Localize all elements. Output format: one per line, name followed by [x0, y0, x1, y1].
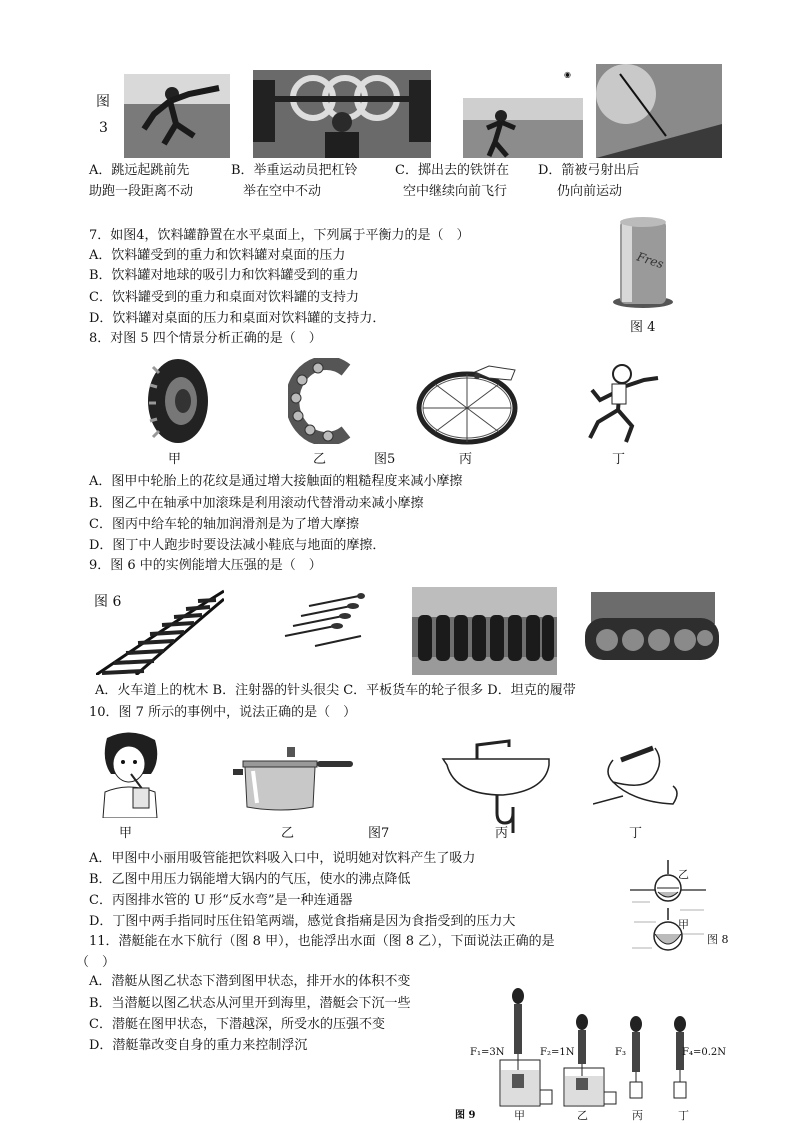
tire-image: [145, 357, 211, 445]
fig8-label: 图 8: [707, 933, 729, 946]
fig3-caption-d-2: 仍向前运动: [557, 184, 623, 199]
sink-drain-image: [441, 737, 553, 833]
q11-option-c: C．潜艇在图甲状态，下潜越深，所受水的压强不变: [89, 1017, 385, 1032]
fig3-label-b: 3: [99, 120, 108, 136]
q11-option-d: D．潜艇靠改变自身的重力来控制浮沉: [89, 1038, 308, 1053]
fig5-label: 图5: [374, 452, 396, 467]
q11-option-b: B．当潜艇以图乙状态从河里开到海里，潜艇会下沉一些: [89, 996, 411, 1011]
fig8-label-yi: 乙: [678, 868, 689, 881]
weightlifting-photo: [253, 70, 431, 158]
fig9-force-1: F₁=3N: [470, 1047, 505, 1058]
fig9-label-bing: 丙: [632, 1109, 643, 1122]
q7-stem: 7．如图4，饮料罐静置在水平桌面上，下列属于平衡力的是（ ）: [89, 228, 470, 243]
syringe-needles-image: [275, 590, 365, 650]
q8-option-b: B．图乙中在轴承中加滚珠是利用滚动代替滑动来减小摩擦: [89, 496, 424, 511]
fig5-label-yi: 乙: [313, 452, 327, 467]
fig7-label-ding: 丁: [629, 826, 643, 841]
fig9-label-ding: 丁: [678, 1109, 689, 1122]
q8-option-d: D．图丁中人跑步时要设法减小鞋底与地面的摩擦．: [89, 538, 386, 553]
fig9-label-yi: 乙: [577, 1109, 588, 1122]
fig9-force-3: F₃: [615, 1047, 626, 1058]
long-jump-photo: [124, 74, 230, 158]
q11-stem-line2: （ ）: [76, 955, 116, 970]
q11-stem-line1: 11．潜艇能在水下航行（图 8 甲），也能浮出水面（图 8 乙），下面说法正确的是: [89, 934, 555, 949]
discus-object-icon: ◉: [564, 70, 571, 79]
q10-option-d: D．丁图中两手指同时压住铅笔两端，感觉食指痛是因为食指受到的压力大: [89, 914, 516, 929]
fig7-label-yi: 乙: [281, 826, 295, 841]
fig5-label-jia: 甲: [168, 452, 182, 467]
fig3-caption-c-2: 空中继续向前飞行: [403, 184, 508, 199]
q8-stem: 8．对图 5 四个情景分析正确的是（ ）: [89, 331, 322, 346]
can-brand-text: Fres: [635, 249, 666, 272]
fig8-submarine-diagram: [630, 858, 706, 960]
q10-option-c: C．丙图排水管的 U 形“反水弯”是一种连通器: [89, 893, 353, 908]
fig8-label-jia: 甲: [678, 918, 689, 931]
fig7-label-jia: 甲: [119, 826, 133, 841]
fig9-label-jia: 甲: [514, 1109, 525, 1122]
pencil-fingers-image: [593, 742, 685, 816]
q10-option-a: A．甲图中小丽用吸管能把饮料吸入口中，说明她对饮料产生了吸力: [89, 851, 476, 866]
q7-option-b: B．饮料罐对地球的吸引力和饮料罐受到的重力: [89, 268, 359, 283]
fig7-label-bing: 丙: [495, 826, 509, 841]
fig6-label: 图 6: [94, 594, 122, 610]
fig3-caption-b-2: 举在空中不动: [243, 184, 322, 199]
girl-drinking-image: [93, 730, 167, 818]
flatbed-truck-wheels-image: [412, 587, 557, 675]
q7-option-a: A．饮料罐受到的重力和饮料罐对桌面的压力: [89, 248, 346, 263]
fig5-label-ding: 丁: [612, 452, 626, 467]
tank-tracks-image: [585, 588, 719, 672]
arrow-flight-photo: [596, 64, 722, 158]
q10-option-b: B．乙图中用压力锅能增大锅内的气压，使水的沸点降低: [89, 872, 411, 887]
pressure-cooker-image: [233, 745, 355, 813]
running-boy-image: [582, 360, 666, 444]
fig5-label-bing: 丙: [459, 452, 473, 467]
fig3-caption-d-1: D．箭被弓射出后: [538, 163, 640, 178]
bicycle-wheel-image: [415, 364, 519, 446]
q11-option-a: A．潜艇从图乙状态下潜到图甲状态，排开水的体积不变: [89, 974, 411, 989]
q7-option-c: C．饮料罐受到的重力和桌面对饮料罐的支持力: [89, 290, 359, 305]
q10-stem: 10．图 7 所示的事例中，说法正确的是（ ）: [89, 705, 357, 720]
fig3-caption-c-1: C．掷出去的铁饼在: [395, 163, 509, 178]
fig3-caption-a-1: A．跳远起跳前先: [89, 163, 190, 178]
discus-photo: [463, 98, 583, 158]
q8-option-a: A．图甲中轮胎上的花纹是通过增大接触面的粗糙程度来减小摩擦: [89, 474, 463, 489]
fig7-label: 图7: [368, 826, 390, 841]
q7-option-d: D．饮料罐对桌面的压力和桌面对饮料罐的支持力．: [89, 311, 386, 326]
fig4-label: 图 4: [630, 320, 656, 335]
fig9-force-2: F₂=1N: [540, 1047, 575, 1058]
fig3-label-a: 图: [96, 94, 110, 110]
fig3-caption-b-1: B．举重运动员把杠铃: [231, 163, 358, 178]
fig9-force-4: F₄=0.2N: [682, 1047, 726, 1058]
fig3-caption-a-2: 助跑一段距离不动: [89, 184, 194, 199]
fig9-label: 图 9: [455, 1110, 476, 1121]
q8-option-c: C．图丙中给车轮的轴加润滑剂是为了增大摩擦: [89, 517, 359, 532]
drink-can-image: [612, 214, 674, 310]
railway-sleepers-image: [96, 587, 224, 675]
ball-bearing-image: [288, 358, 358, 444]
q9-options: A．火车道上的枕木 B．注射器的针头很尖 C．平板货车的轮子很多 D．坦克的履带: [95, 683, 576, 698]
q9-stem: 9．图 6 中的实例能增大压强的是（ ）: [89, 558, 322, 573]
